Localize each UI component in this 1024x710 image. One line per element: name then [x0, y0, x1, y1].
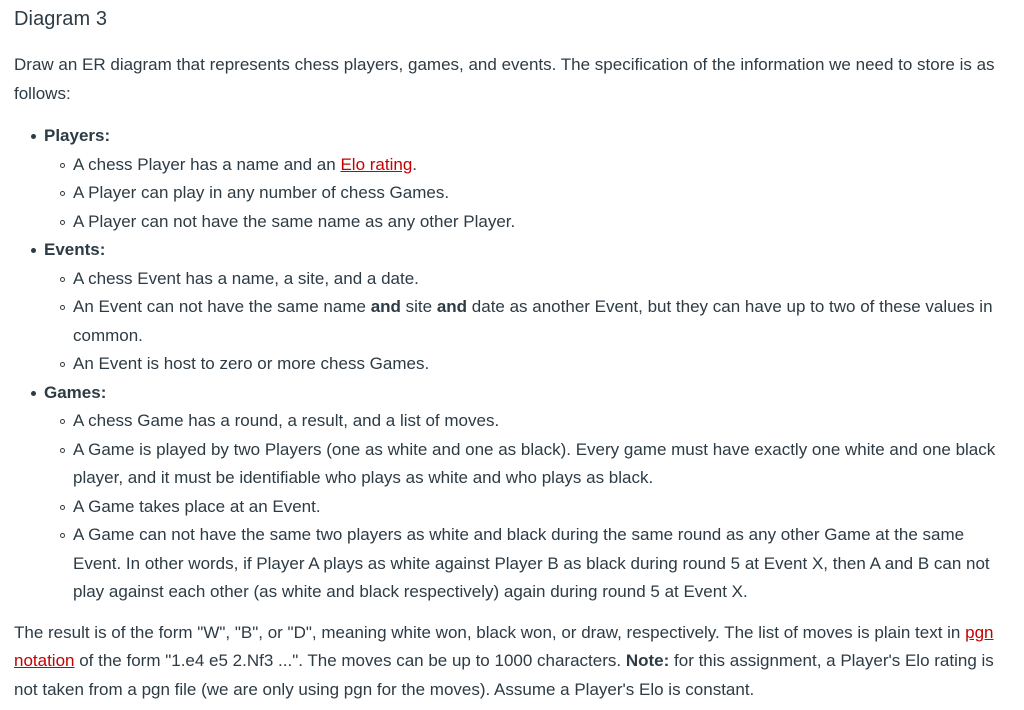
note-label: Note: [625, 651, 670, 670]
list-item: A Game takes place at an Event. [59, 493, 1010, 522]
events-list [44, 265, 1010, 379]
events-item-2-text-b: site [400, 297, 437, 316]
players-section [30, 122, 1010, 236]
list-item: A Game is played by two Players (one as white and one as black). Every game must have exactly one white and one black player, and it must be identifiable who plays as white and who plays as black. [59, 436, 1010, 493]
events-section [30, 236, 1010, 379]
bold-and: and [370, 297, 401, 316]
outro-paragraph [14, 619, 1010, 705]
list-item [59, 293, 1010, 350]
players-heading: Players: [44, 126, 111, 145]
list-item: A Game can not have the same two players as white and black during the same round as any other Game at the same Event. In other words, if Player A plays as white against Player B as black during round 5 at Event X, then A and B can not play against each other (as white and black respectively) again during round 5 at Event X. [59, 521, 1010, 607]
outro-text-1: The result is of the form "W", "B", or "D", meaning white won, black won, or draw, respectively. The list of moves is plain text in [14, 622, 966, 642]
outro-text-2: of the form "1.e4 e5 2.Nf3 ...". The moves can be up to 1000 characters. [74, 651, 626, 670]
elo-rating-link[interactable]: Elo rating [340, 154, 413, 174]
list-item: A chess Event has a name, a site, and a date. [59, 265, 1010, 294]
list-item: A chess Game has a round, a result, and a list of moves. [59, 407, 1010, 436]
games-list [44, 407, 1010, 607]
events-heading: Events: [44, 240, 106, 259]
list-item: A Player can not have the same name as any other Player. [59, 208, 1010, 237]
pgn-notation-link[interactable]: pgn notation [14, 622, 994, 670]
intro-paragraph: Draw an ER diagram that represents chess players, games, and events. The specification of the information we need to store is as follows: [14, 55, 995, 103]
games-section [30, 379, 1010, 607]
players-list [44, 151, 1010, 237]
list-item: An Event is host to zero or more chess Games. [59, 350, 1010, 379]
players-item-1-text: A chess Player has a name and an [73, 154, 341, 174]
events-item-2-text-a: An Event can not have the same name [73, 297, 371, 316]
players-item-1-end: . [412, 154, 418, 174]
games-heading: Games: [44, 382, 107, 402]
bold-and: and [436, 297, 468, 316]
list-item: A Player can play in any number of chess Games. [59, 179, 1010, 208]
outro-text-3: for this assignment, a Player's Elo rating is not taken from a pgn file (we are only using pgn for the moves). Assume a Player's Elo is constant. [14, 651, 994, 699]
events-item-2-text-c: date as another Event, but they can have up to two of these values in common. [73, 297, 993, 345]
spec-list [14, 122, 1010, 607]
list-item [59, 151, 1010, 180]
page-title: Diagram 3 [14, 8, 108, 30]
